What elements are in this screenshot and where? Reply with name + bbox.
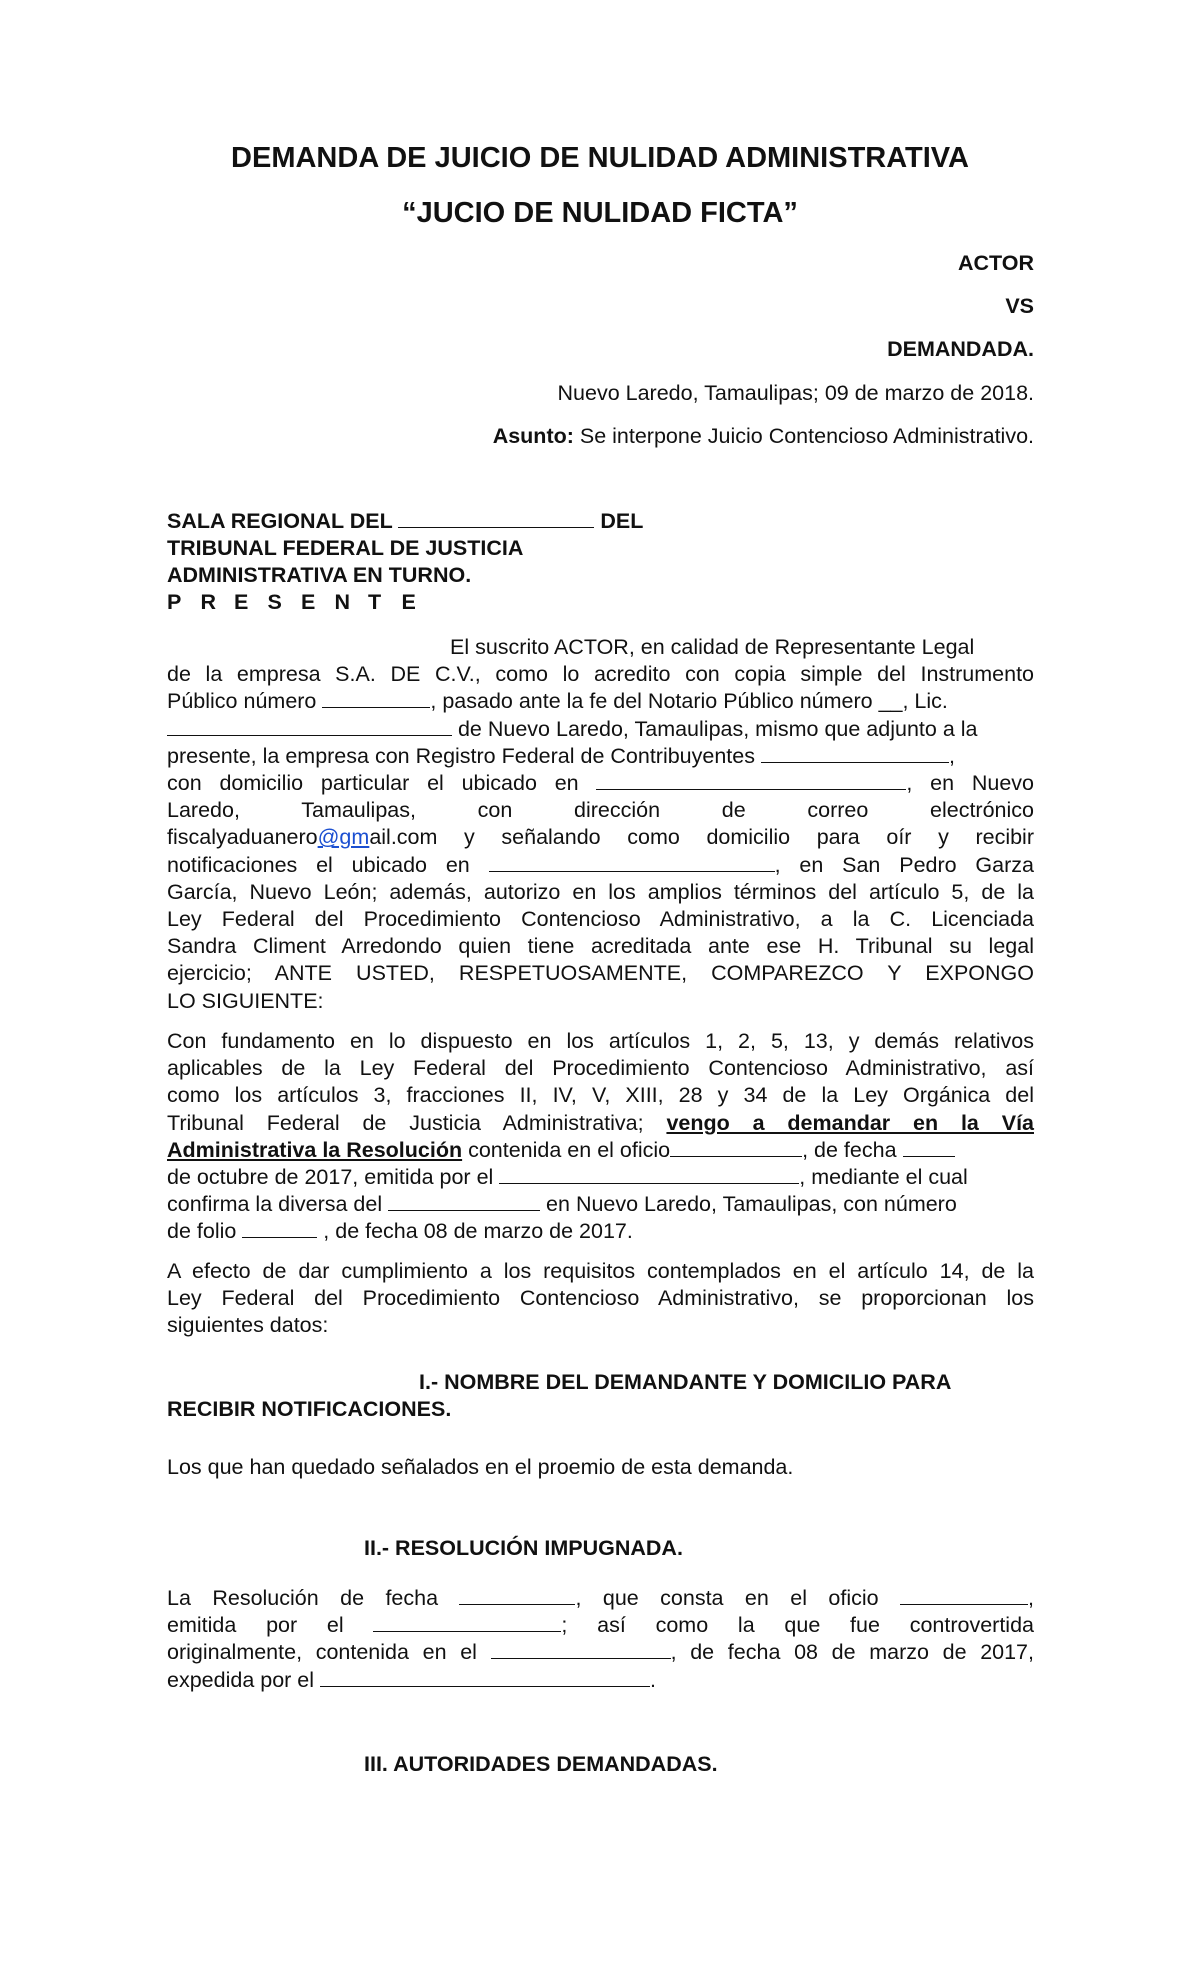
place-date: Nuevo Laredo, Tamaulipas; 09 de marzo de 2018. <box>557 381 1034 405</box>
blank-contenida <box>491 1639 671 1659</box>
blank-fecha-resolucion <box>459 1585 575 1605</box>
document-title: DEMANDA DE JUICIO DE NULIDAD ADMINISTRATIVA <box>231 142 969 174</box>
presente-line: P R E S E N T E <box>167 590 416 614</box>
blank-domicilio <box>596 770 906 790</box>
blank-rfc <box>761 743 949 763</box>
blank-expedida <box>320 1667 650 1687</box>
blank-emitida <box>499 1164 799 1184</box>
section-3-heading: III. AUTORIDADES DEMANDADAS. <box>364 1752 718 1776</box>
party-actor: ACTOR <box>957 251 1034 275</box>
email-link[interactable]: @gm <box>317 825 370 850</box>
blank-instrumento <box>322 688 430 708</box>
addressee-line-1: SALA REGIONAL DEL DEL <box>167 509 644 533</box>
fundamento-paragraph: Con fundamento en lo dispuesto en los artículos 1, 2, 5, 13, y demás relativos aplicables de la Ley Federal del Procedimiento Contencioso Administrativo, así como los artículos 3, fracciones II, IV, V, XIII, 28 y 34 de la Ley Orgánica del Tribunal Federal de Justicia Administrativa; vengo a demandar en la Vía Administrativa la Resolución contenida en el oficio , de fecha de octubre de 2017, emitida por el , mediante el cual confirma la diversa del en Nuevo Laredo, Tamaulipas, con número de folio , de fecha 08 de marzo de 2017. <box>167 1029 1034 1244</box>
requisitos-paragraph: A efecto de dar cumplimiento a los requisitos contemplados en el artículo 14, de la Ley Federal del Procedimiento Contencioso Administrativo, se proporcionan los siguientes datos: <box>167 1259 1034 1338</box>
blank-diversa <box>388 1191 540 1211</box>
section-2-heading: II.- RESOLUCIÓN IMPUGNADA. <box>364 1536 683 1560</box>
section-1-text: Los que han quedado señalados en el proemio de esta demanda. <box>167 1455 794 1479</box>
blank-notificaciones <box>489 852 775 872</box>
section-2-paragraph: La Resolución de fecha , que consta en el oficio , emitida por el ; así como la que fue controvertida originalmente, contenida en el , de fecha 08 de marzo de 2017, expedida por el . <box>167 1586 1034 1692</box>
party-vs: VS <box>1005 294 1034 318</box>
addressee-line-3: ADMINISTRATIVA EN TURNO. <box>167 563 472 587</box>
addressee-line-2: TRIBUNAL FEDERAL DE JUSTICIA <box>167 536 524 560</box>
blank-emitida-por <box>373 1612 561 1632</box>
blank-sala <box>398 508 594 528</box>
blank-licenciado <box>167 716 452 736</box>
section-1-heading: I.- NOMBRE DEL DEMANDANTE Y DOMICILIO PARA RECIBIR NOTIFICACIONES. <box>167 1370 952 1422</box>
blank-fecha-dia <box>903 1137 955 1157</box>
addressee-block <box>167 508 643 616</box>
blank-folio <box>242 1218 317 1238</box>
blank-oficio-resolucion <box>900 1585 1028 1605</box>
subject-label: Asunto: <box>492 424 574 448</box>
blank-oficio <box>670 1137 802 1157</box>
subject-line <box>493 424 1034 449</box>
document-subtitle: “JUCIO DE NULIDAD FICTA” <box>402 197 798 229</box>
intro-paragraph: El suscrito ACTOR, en calidad de Representante Legal de la empresa S.A. DE C.V., como lo acredito con copia simple del Instrumento Público número , pasado ante la fe del Notario Público número __, Lic. de Nuevo Laredo, Tamaulipas, mismo que adjunto a la presente, la empresa con Registro Federal de Contribuyentes , con domicilio particular el ubicado en , en Nuevo Laredo, Tamaulipas, con dirección de correo electrónico fiscalyaduanero@gmail.com y señalando como domicilio para oír y recibir notificaciones el ubicado en , en San Pedro Garza García, Nuevo León; además, autorizo en los amplios términos del artículo 5, de la Ley Federal del Procedimiento Contencioso Administrativo, a la C. Licenciada Sandra Climent Arredondo quien tiene acreditada ante ese H. Tribunal su legal ejercicio; ANTE USTED, RESPETUOSAMENTE, COMPAREZCO Y EXPONGO LO SIGUIENTE: <box>167 635 1035 1013</box>
subject-text: Se interpone Juicio Contencioso Administrativo. <box>573 424 1034 448</box>
party-demandada: DEMANDADA. <box>887 337 1034 361</box>
